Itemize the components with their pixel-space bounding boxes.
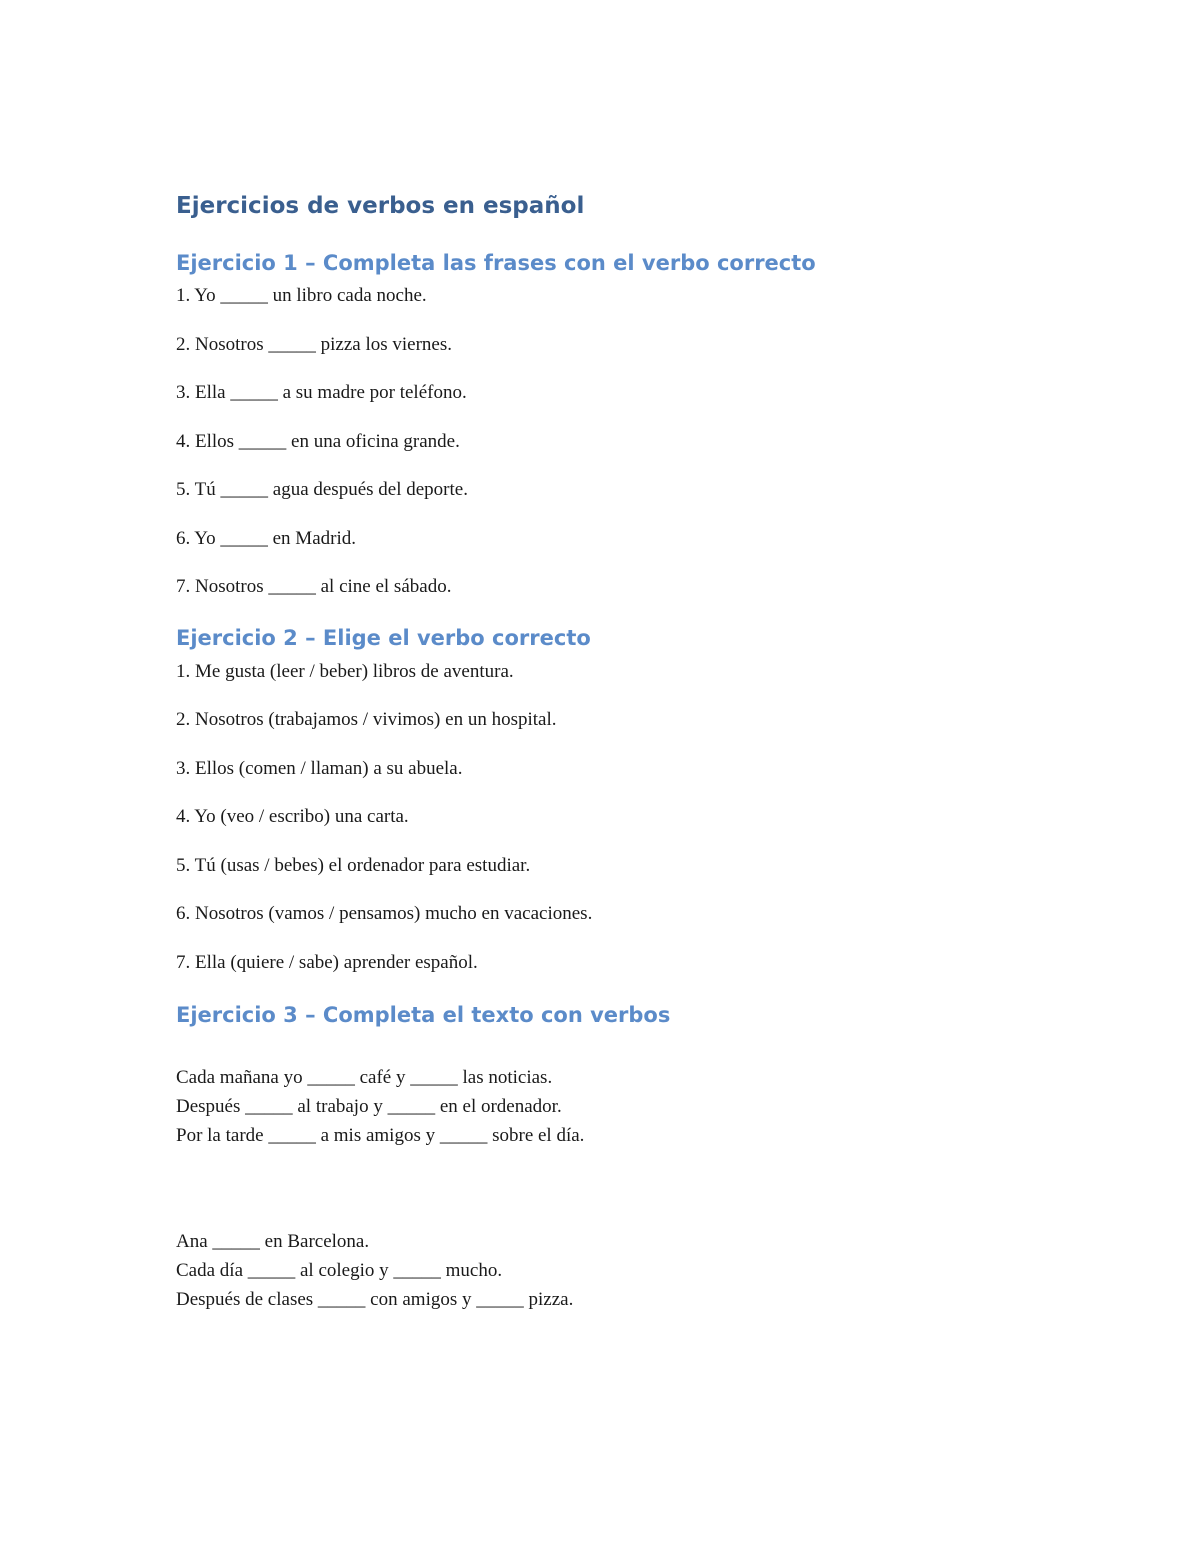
- exercise-3-paragraph-2-line-1: Ana _____ en Barcelona.: [176, 1231, 370, 1252]
- exercise-2-item-2: 2. Nosotros (trabajamos / vivimos) en un hospital.: [176, 709, 557, 730]
- exercise-1-item-1: 1. Yo _____ un libro cada noche.: [176, 285, 427, 306]
- exercise-2-item-7: 7. Ella (quiere / sabe) aprender español.: [176, 952, 478, 973]
- exercise-2-item-1: 1. Me gusta (leer / beber) libros de aventura.: [176, 661, 514, 682]
- exercise-1-item-5: 5. Tú _____ agua después del deporte.: [176, 479, 468, 500]
- exercise-2-heading: Ejercicio 2 – Elige el verbo correcto: [176, 626, 591, 650]
- document-title: Ejercicios de verbos en español: [176, 193, 585, 219]
- exercise-1-item-3: 3. Ella _____ a su madre por teléfono.: [176, 382, 467, 403]
- exercise-3-paragraph-1-line-1: Cada mañana yo _____ café y _____ las noticias.: [176, 1067, 553, 1088]
- exercise-1-item-2: 2. Nosotros _____ pizza los viernes.: [176, 334, 452, 355]
- exercise-3-paragraph-1-line-3: Por la tarde _____ a mis amigos y _____ sobre el día.: [176, 1125, 585, 1146]
- exercise-2-item-5: 5. Tú (usas / bebes) el ordenador para estudiar.: [176, 855, 531, 876]
- exercise-1-item-4: 4. Ellos _____ en una oficina grande.: [176, 431, 460, 452]
- exercise-3-heading: Ejercicio 3 – Completa el texto con verbos: [176, 1003, 671, 1027]
- exercise-3-paragraph-1-line-2: Después _____ al trabajo y _____ en el ordenador.: [176, 1096, 562, 1117]
- exercise-3-paragraph-2-line-3: Después de clases _____ con amigos y _____ pizza.: [176, 1289, 574, 1310]
- exercise-3-paragraph-2-line-2: Cada día _____ al colegio y _____ mucho.: [176, 1260, 503, 1281]
- exercise-2-item-6: 6. Nosotros (vamos / pensamos) mucho en vacaciones.: [176, 903, 593, 924]
- exercise-2-item-3: 3. Ellos (comen / llaman) a su abuela.: [176, 758, 463, 779]
- exercise-1-item-6: 6. Yo _____ en Madrid.: [176, 528, 356, 549]
- exercise-2-item-4: 4. Yo (veo / escribo) una carta.: [176, 806, 409, 827]
- exercise-1-heading: Ejercicio 1 – Completa las frases con el verbo correcto: [176, 251, 816, 275]
- exercise-1-item-7: 7. Nosotros _____ al cine el sábado.: [176, 576, 452, 597]
